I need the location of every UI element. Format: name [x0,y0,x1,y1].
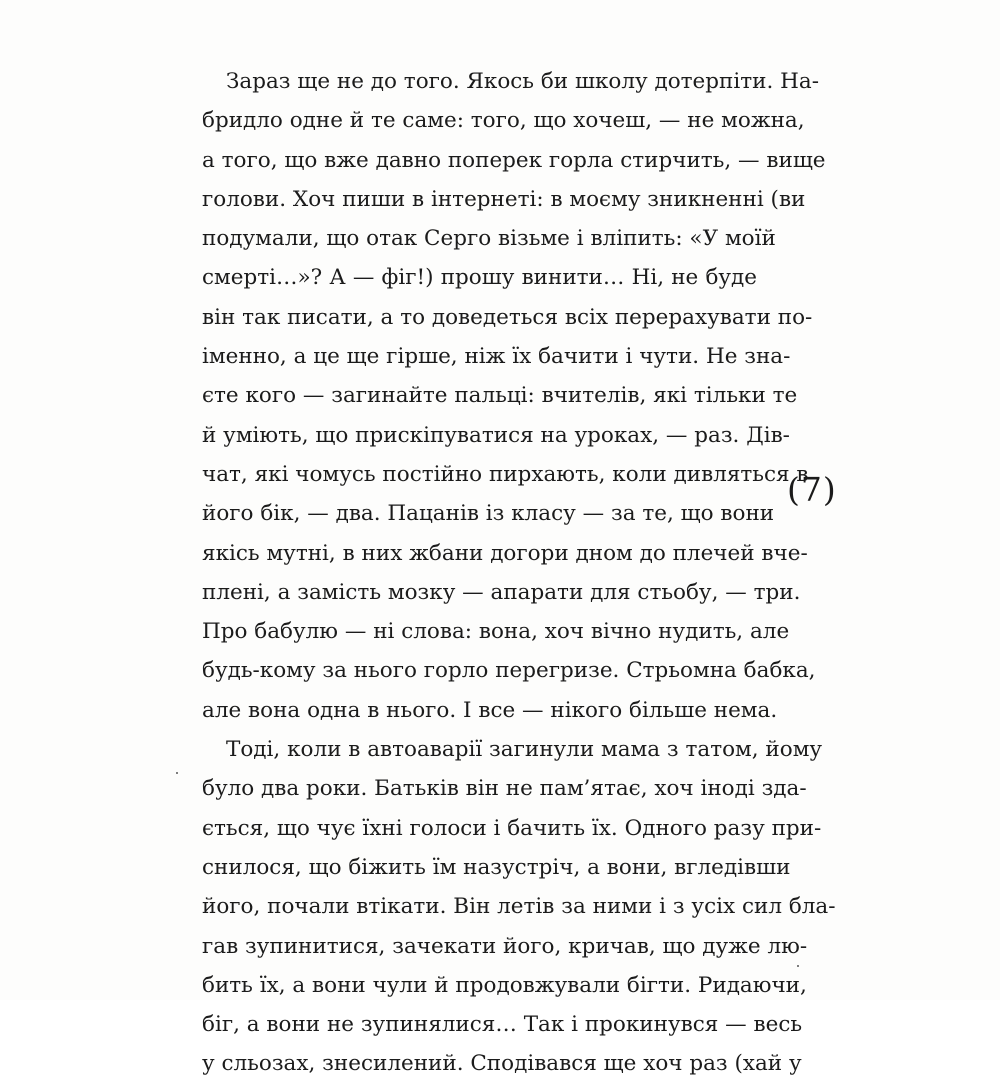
paper-speck [797,965,799,967]
text-line: Тоді, коли в автоаварії загинули мама з татом, йому [226,737,823,763]
text-line: його бік, — два. Пацанів із класу — за те, що вони [202,501,775,527]
text-line: чат, які чомусь постійно пирхають, коли дивляться в [202,461,809,487]
text-line: Зараз ще не до того. Якось би школу дотерпіти. На- [226,69,819,94]
text-line: але вона одна в нього. І все — нікого більше нема. [202,697,778,723]
text-line: єте кого — загинайте пальці: вчителів, які тільки те [202,383,798,409]
text-line: у сльозах, знесилений. Сподівався ще хоч раз (хай у [202,1051,802,1077]
text-line: смерті…»? А — фіг!) прошу винити… Ні, не буде [202,265,757,291]
text-line: подумали, що отак Серго візьме і вліпить: «У моїй [202,226,776,252]
text-line: будь-кому за нього горло перегризе. Стрьомна бабка, [202,658,816,684]
text-line: плені, а замість мозку — апарати для стьобу, — три. [202,579,801,605]
text-line: ється, що чує їхні голоси і бачить їх. Одного разу при- [202,815,822,841]
text-line: біг, а вони не зупинялися… Так і прокинувся — весь [202,1012,803,1038]
text-line: було два роки. Батьків він не пам’ятає, хоч іноді зда- [202,776,807,802]
text-line: він так писати, а то доведеться всіх перерахувати по- [202,304,813,330]
text-line: якісь мутні, в них жбани догори дном до плечей вче- [202,540,808,566]
paper-speck [176,772,178,774]
text-line: бить їх, а вони чули й продовжували бігти. Ридаючи, [202,972,807,998]
text-line: й уміють, що прискіпуватися на уроках, — раз. Дів- [202,422,790,448]
text-line: голови. Хоч пиши в інтернеті: в моєму зникненні (ви [202,186,806,212]
text-line: снилося, що біжить їм назустріч, а вони, вгледівши [202,854,791,880]
text-line: іменно, а це ще гірше, ніж їх бачити і чути. Не зна- [202,344,791,370]
text-line: гав зупинитися, зачекати його, кричав, що дуже лю- [202,933,808,959]
text-line: а того, що вже давно поперек горла стирчить, — вище [202,147,826,173]
body-text [202,62,836,1084]
text-line: його, почали втікати. Він летів за ними і з усіх сил бла- [202,894,836,920]
text-line: Про бабулю — ні слова: вона, хоч вічно нудить, але [202,619,790,645]
text-line: бридло одне й те саме: того, що хочеш, — не можна, [202,108,805,134]
page-number: (7) [787,470,837,509]
